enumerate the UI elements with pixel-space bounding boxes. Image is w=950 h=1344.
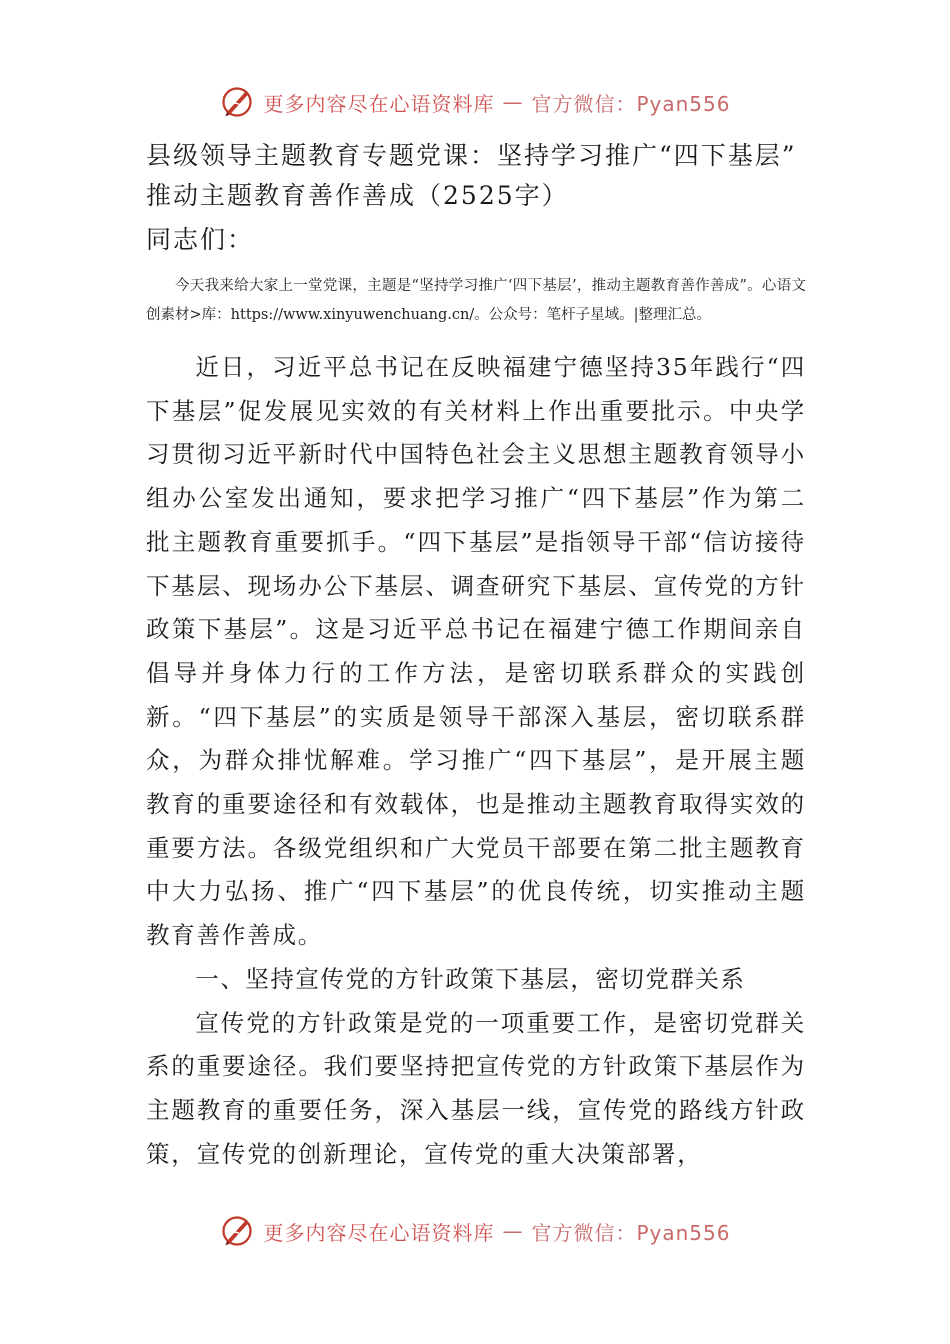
footer-separator: — xyxy=(502,1219,524,1243)
banner-wechat-text: 官方微信：Pyan556 xyxy=(531,91,731,116)
footer-site-text: 更多内容尽在心语资料库 xyxy=(263,1220,495,1245)
document-body xyxy=(146,136,806,1176)
title-line-2: 推动主题教育善作善成（2525字） xyxy=(146,181,569,210)
document-title xyxy=(146,136,806,216)
banner-separator: — xyxy=(502,90,524,114)
footer-banner xyxy=(0,1209,950,1253)
pen-logo-icon xyxy=(219,1213,255,1249)
header-banner xyxy=(0,80,950,124)
banner-site-text: 更多内容尽在心语资料库 xyxy=(263,91,495,116)
title-line-1: 县级领导主题教育专题党课：坚持学习推广“四下基层” xyxy=(146,141,797,170)
paragraph-1: 近日，习近平总书记在反映福建宁德坚持35年践行“四下基层”促发展见实效的有关材料上作出重要批示。中央学习贯彻习近平新时代中国特色社会主义思想主题教育领导小组办公室发出通知，要求把学习推广“四下基层”作为第二批主题教育重要抓手。“四下基层”是指领导干部“信访接待下基层、现场办公下基层、调查研究下基层、宣传党的方针政策下基层”。这是习近平总书记在福建宁德工作期间亲自倡导并身体力行的工作方法，是密切联系群众的实践创新。“四下基层”的实质是领导干部深入基层，密切联系群众，为群众排忧解难。学习推广“四下基层”，是开展主题教育的重要途径和有效载体，也是推动主题教育取得实效的重要方法。各级党组织和广大党员干部要在第二批主题教育中大力弘扬、推广“四下基层”的优良传统，切实推动主题教育善作善成。 xyxy=(146,353,806,950)
greeting: 同志们： xyxy=(146,225,255,254)
source-note: 今天我来给大家上一堂党课，主题是“坚持学习推广‘四下基层’，推动主题教育善作善成”。心语文创素材>库：https://www.xinyuwenchuang.cn/。公众号：笔杆子星域。|整理汇总。 xyxy=(146,278,806,323)
paragraph-2: 宣传党的方针政策是党的一项重要工作，是密切党群关系的重要途径。我们要坚持把宣传党的方针政策下基层作为主题教育的重要任务，深入基层一线，宣传党的路线方针政策，宣传党的创新理论，宣传党的重大决策部署， xyxy=(146,1008,806,1168)
section-heading-1: 一、坚持宣传党的方针政策下基层，密切党群关系 xyxy=(195,964,746,993)
pen-logo-icon xyxy=(219,84,255,120)
footer-wechat-text: 官方微信：Pyan556 xyxy=(531,1220,731,1245)
